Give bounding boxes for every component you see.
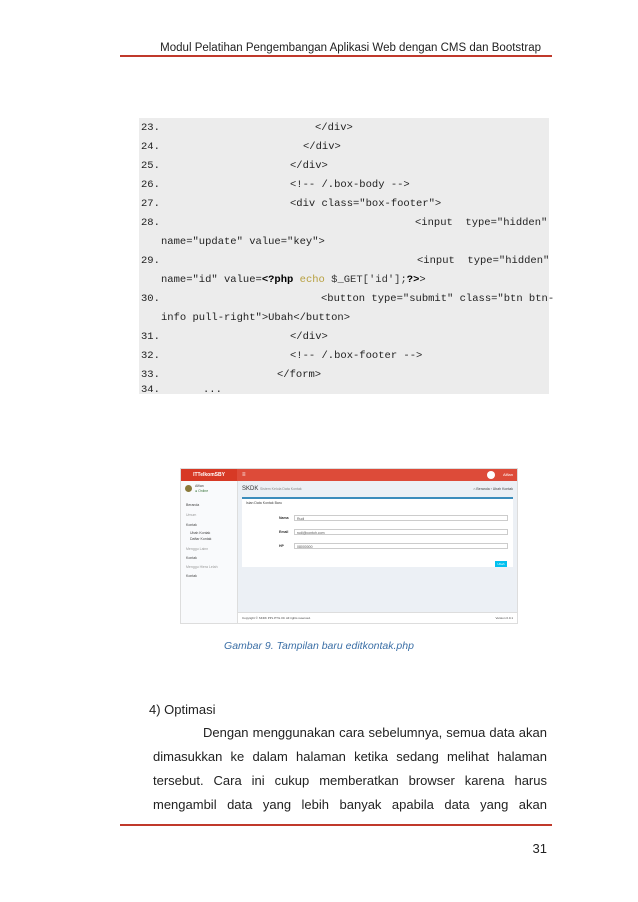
submit-button[interactable]: Ubah [495, 561, 507, 567]
form-row [242, 515, 513, 522]
code-line: 32. <!-- /.box-footer --> [141, 350, 423, 362]
field-label: Nama [279, 516, 289, 520]
code-line: 30. <button type="submit" class="btn btn- [141, 293, 555, 305]
sidebar-item-kontak[interactable]: Kontak [186, 523, 197, 527]
footer-version: Version 0.0.1 [495, 616, 513, 620]
paragraph-line: Dengan menggunakan cara sebelumnya, semua data akan [203, 725, 547, 740]
form-row [242, 529, 513, 536]
footer-rule [120, 824, 552, 826]
box-title: Isian Data Kontak Baru [246, 501, 282, 505]
sidebar-section: Menggu Lainn [186, 547, 209, 551]
app-logo: ITTelkomSBY [181, 469, 237, 481]
phone-field[interactable]: 08000000 [294, 543, 508, 549]
sidebar-status: ● Online [195, 489, 209, 493]
menu-toggle-icon[interactable]: ≡ [242, 472, 246, 478]
sidebar [181, 481, 238, 623]
form-box [242, 497, 513, 567]
sidebar-item-kontak-3[interactable]: Kontak [186, 574, 197, 578]
field-label: Email [279, 530, 289, 534]
running-header [0, 38, 638, 56]
content-area [238, 481, 517, 623]
code-line: 27. <div class="box-footer"> [141, 198, 442, 210]
navbar-user[interactable]: Alfian [502, 472, 513, 477]
sidebar-item-daftar[interactable]: Daftar Kontak [190, 537, 212, 541]
code-line: 33. </form> [141, 369, 322, 381]
footer-copyright: Copyright © SKDK PPL PTIL 00. All rights reserved. [242, 616, 311, 620]
code-line: 34. ... [141, 384, 222, 396]
code-line: 24. </div> [141, 141, 341, 153]
app-navbar [181, 469, 517, 481]
app-screenshot [180, 468, 518, 624]
avatar [487, 471, 495, 479]
page-number: 31 [532, 841, 547, 856]
name-field[interactable]: Rudi [294, 515, 508, 521]
paragraph-line: tersebut. Cara ini cukup memberatkan browser karena harus [153, 773, 547, 788]
breadcrumb[interactable]: ⌂ Beranda › Ubah Kontak [473, 487, 513, 491]
sidebar-item-beranda[interactable]: Beranda [186, 503, 200, 507]
sidebar-user-name: Alfian [195, 484, 204, 488]
email-field[interactable]: rudi@contoh.com [294, 529, 508, 535]
field-label: HP [279, 544, 284, 548]
header-rule [120, 55, 552, 57]
section-heading: 4) Optimasi [149, 702, 216, 717]
sidebar-item-kontak-2[interactable]: Kontak [186, 556, 197, 560]
sidebar-item-tambah[interactable]: Ubah Kontak [190, 531, 211, 535]
paragraph-line: dimasukkan ke dalam halaman ketika sedang melihat halaman [153, 749, 547, 764]
code-line: 31. </div> [141, 331, 328, 343]
code-block: 23. </div> 24. </div> 25. </div> 26. <!-- /.box-body --> 27. <div class="box-footer"> 28. <input type="hidden" name="update" value="key"> 29. <input type="hidden" name="id" value=<?php echo $_GET['id'];?>> 30. <button type="submit" class="btn btn- info pull-right">Ubah</button> 31. </div> 32. <!-- /.box-footer --> 33. </form> 34. ... [139, 118, 549, 394]
sidebar-section: Menggu Hiera Lelah [186, 565, 218, 569]
code-line: 29. <input type="hidden" [141, 255, 550, 267]
code-line: 25. </div> [141, 160, 328, 172]
code-line: 26. <!-- /.box-body --> [141, 179, 410, 191]
sidebar-avatar [185, 485, 192, 492]
paragraph-line: mengambil data yang lebih banyak apabila data yang akan [153, 797, 547, 812]
form-row [242, 543, 513, 550]
figure-caption: Gambar 9. Tampilan baru editkontak.php [224, 640, 414, 652]
page-title: SKDK Sistem Kelola Data Kontak [242, 486, 302, 492]
code-line: 28. <input type="hidden" [141, 217, 548, 229]
header-title: Modul Pelatihan Pengembangan Aplikasi Web dengan CMS dan Bootstrap [160, 42, 541, 54]
sidebar-section: Umum [186, 513, 197, 517]
app-footer [238, 612, 517, 623]
code-line: 23. </div> [141, 122, 353, 134]
